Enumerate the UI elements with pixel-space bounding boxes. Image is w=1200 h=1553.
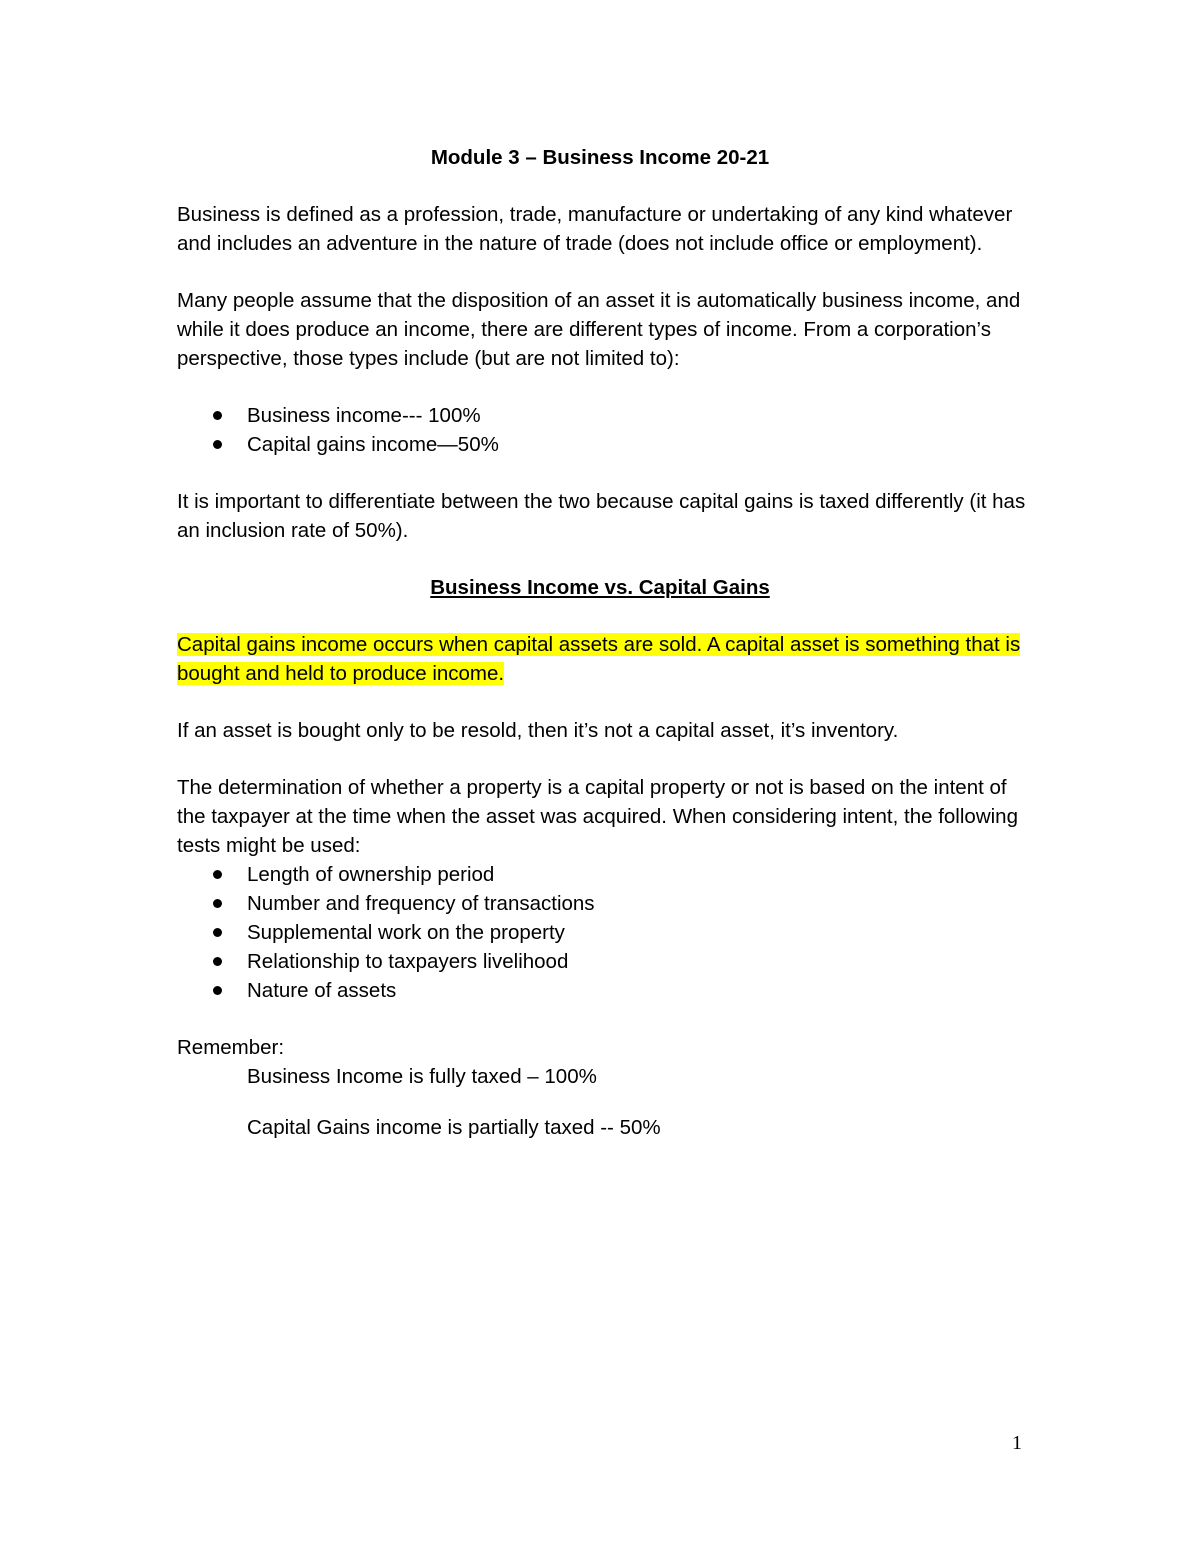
- list-item-text: Number and frequency of transactions: [247, 892, 595, 915]
- bullet-icon: [213, 986, 222, 995]
- remember-business: Business Income is fully taxed – 100%: [247, 1065, 597, 1088]
- list-item-text: Supplemental work on the property: [247, 921, 565, 944]
- differentiate-paragraph: It is important to differentiate between the two because capital gains is taxed differently (it has an inclusion rate of 50%).: [177, 490, 1026, 542]
- highlighted-paragraph: [177, 630, 1037, 688]
- assumption-paragraph: Many people assume that the disposition of an asset it is automatically business income, and while it does produce an income, there are different types of income. From a corporation’s perspective, those types include (but are not limited to):: [177, 289, 1021, 370]
- list-item-text: Capital gains income—50%: [247, 433, 499, 456]
- bullet-icon: [213, 928, 222, 937]
- inventory-paragraph: If an asset is bought only to be resold, then it’s not a capital asset, it’s inventory.: [177, 719, 899, 742]
- bullet-icon: [213, 411, 222, 420]
- section-heading: Business Income vs. Capital Gains: [430, 576, 770, 599]
- bullet-icon: [213, 870, 222, 879]
- highlighted-text: Capital gains income occurs when capital assets are sold. A capital asset is something that is bought and held to produce income.: [177, 633, 1021, 685]
- list-item: [177, 947, 1037, 976]
- list-item: [177, 860, 1037, 889]
- page-title: Module 3 – Business Income 20-21: [430, 146, 770, 169]
- page-number: 1: [1012, 1432, 1022, 1454]
- list-item-text: Business income--- 100%: [247, 404, 481, 427]
- list-item-text: Nature of assets: [247, 979, 397, 1002]
- list-item: [177, 918, 1037, 947]
- list-item: [177, 401, 1037, 430]
- bullet-icon: [213, 957, 222, 966]
- list-item-text: Length of ownership period: [247, 863, 495, 886]
- income-types-list: [177, 401, 1037, 459]
- list-item: [177, 889, 1037, 918]
- determination-paragraph: The determination of whether a property is a capital property or not is based on the intent of the taxpayer at the time when the asset was acquired. When considering intent, the following tests might be used:: [177, 776, 1018, 857]
- page-content: [177, 143, 1037, 1164]
- list-item: [177, 976, 1037, 1005]
- definition-paragraph: Business is defined as a profession, trade, manufacture or undertaking of any kind whatever and includes an adventure in the nature of trade (does not include office or employment).: [177, 203, 1013, 255]
- list-item-text: Relationship to taxpayers livelihood: [247, 950, 569, 973]
- remember-capital: Capital Gains income is partially taxed -- 50%: [247, 1116, 661, 1139]
- remember-label: Remember:: [177, 1036, 285, 1059]
- tests-list: [177, 860, 1037, 1005]
- bullet-icon: [213, 899, 222, 908]
- bullet-icon: [213, 440, 222, 449]
- list-item: [177, 430, 1037, 459]
